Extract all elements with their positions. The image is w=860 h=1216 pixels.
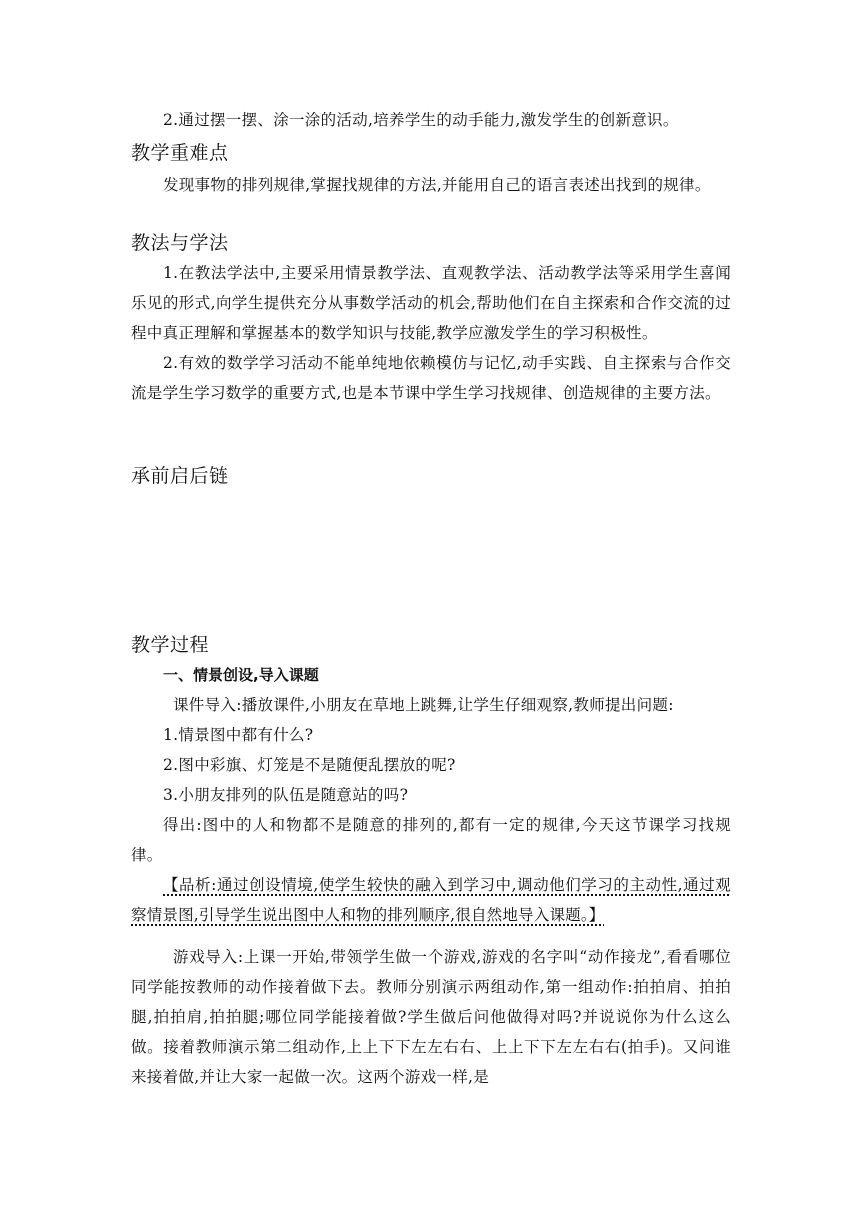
analysis-text: 【品析:通过创设情境,使学生较快的融入到学习中,调动他们学习的主动性,通过观察情景图,引导学生说出图中人和物的排列顺序,很自然地导入课题。】 [131,876,731,924]
link-section [131,461,731,491]
part1-heading: 一、情景创设,导入课题 [163,666,319,684]
question-3: 3.小朋友排列的队伍是随意站的吗? [163,786,409,804]
question-1: 1.情景图中都有什么? [163,726,314,744]
methods-heading: 教法与学法 [131,232,229,254]
methods-item-1: 1.在教法学法中,主要采用情景教学法、直观教学法、活动教学法等采用学生喜闻乐见的形式,向学生提供充分从事数学活动的机会,帮助他们在自主探索和合作交流的过程中真正理解和掌握基本的数学知识与技能,教学应激发学生的学习积极性。 [131,264,731,342]
key-points-heading: 教学重难点 [131,142,229,164]
process-section [131,630,731,1092]
conclusion-text: 得出:图中的人和物都不是随意的排列的,都有一定的规律,今天这节课学习找规律。 [131,816,731,864]
teaching-goals-section [131,105,731,135]
process-heading: 教学过程 [131,634,210,656]
analysis-note [131,870,731,930]
courseware-intro: 课件导入:播放课件,小朋友在草地上跳舞,让学生仔细观察,教师提出问题: [173,696,674,714]
question-2: 2.图中彩旗、灯笼是不是随便乱摆放的呢? [163,756,456,774]
key-points-section [131,138,731,200]
game-intro: 游戏导入:上课一开始,带领学生做一个游戏,游戏的名字叫“动作接龙”,看看哪位同学能按教师的动作接着做下去。教师分别演示两组动作,第一组动作:拍拍肩、拍拍腿,拍拍肩,拍拍腿;哪位同学能接着做?学生做后问他做得对吗?并说说你为什么这么做。接着教师演示第二组动作,上上下下左左右右、上上下下左左右右(拍手)。又问谁来接着做,并让大家一起做一次。这两个游戏一样,是 [131,948,731,1086]
methods-item-2: 2.有效的数学学习活动不能单纯地依赖模仿与记忆,动手实践、自主探索与合作交流是学生学习数学的重要方式,也是本节课中学生学习找规律、创造规律的主要方法。 [131,354,731,402]
goal-2: 2.通过摆一摆、涂一涂的活动,培养学生的动手能力,激发学生的创新意识。 [163,111,679,129]
link-heading: 承前启后链 [131,465,229,487]
methods-section [131,228,731,408]
key-points-text: 发现事物的排列规律,掌握找规律的方法,并能用自己的语言表述出找到的规律。 [163,176,711,194]
